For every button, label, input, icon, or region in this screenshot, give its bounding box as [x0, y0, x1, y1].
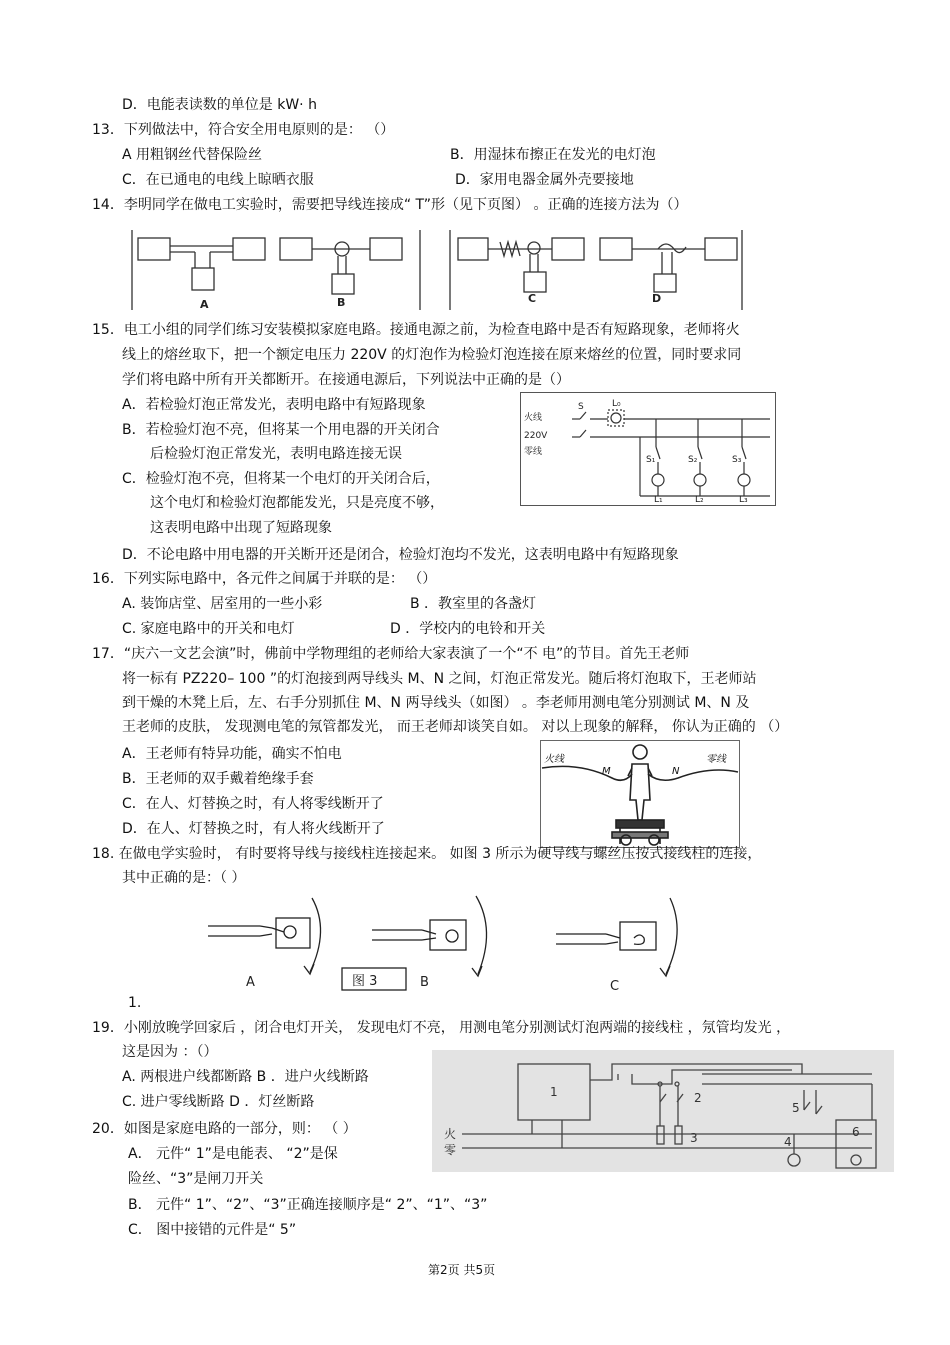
- svg-text:S₁: S₁: [646, 455, 656, 465]
- svg-text:零线: 零线: [524, 447, 543, 457]
- q16-option-c: C. 家庭电路中的开关和电灯: [122, 621, 295, 637]
- q20-option-a-line2: 险丝、“3”是闸刀开关: [128, 1171, 264, 1187]
- q20-stem: 20．如图是家庭电路的一部分，则： （ ）: [92, 1121, 357, 1137]
- svg-text:3: 3: [690, 1131, 698, 1145]
- q13-option-b: B．用湿抹布擦正在发光的电灯泡: [450, 147, 656, 163]
- list-number: 1.: [128, 995, 142, 1011]
- figure-household-circuit: [432, 1050, 894, 1172]
- q12-option-d: D．电能表读数的单位是 kW· h: [122, 97, 317, 113]
- svg-text:B: B: [420, 975, 429, 990]
- q15-option-c-line3: 这表明电路中出现了短路现象: [150, 520, 332, 536]
- svg-text:零: 零: [444, 1143, 457, 1157]
- svg-text:2: 2: [694, 1091, 702, 1105]
- q15-option-b-line2: 后检验灯泡正常发光，表明电路连接无误: [150, 446, 402, 462]
- q19-stem-line2: 这是因为 ：（）: [122, 1044, 218, 1060]
- q17-stem-line1: 17．“庆六一文艺会演”时，佛前中学物理组的老师给大家表演了一个“不 电”的节目。首先王老师: [92, 646, 690, 662]
- q19-stem-line1: 19．小刚放晚学回家后 ，闭合电灯开关， 发现电灯不亮， 用测电笔分别测试灯泡两端的接线柱 ，氖管均发光 ，: [92, 1020, 791, 1036]
- q13-option-d: D．家用电器金属外壳要接地: [455, 172, 634, 188]
- figure-terminal-connections: [200, 890, 700, 994]
- svg-text:S₃: S₃: [732, 455, 742, 465]
- figure-test-lamp-circuit: [520, 392, 776, 506]
- q20-option-b: B． 元件“ 1”、“2”、“3”正确连接顺序是“ 2”、“1”、“3”: [128, 1197, 488, 1213]
- figure-teacher-on-stool: [540, 740, 740, 848]
- q17-stem-line3: 到干燥的木凳上后，左、右手分别抓住 M、N 两导线头（如图） 。李老师用测电笔分别测试 M、N 及: [122, 695, 750, 711]
- q13-stem: 13．下列做法中，符合安全用电原则的是： （）: [92, 122, 395, 138]
- svg-text:火线: 火线: [544, 754, 564, 765]
- svg-text:S: S: [578, 402, 584, 412]
- q17-stem-line4: 王老师的皮肤， 发现测电笔的氖管都发光， 而王老师却谈笑自如。 对以上现象的解释， 你认为正确的 （）: [122, 719, 789, 735]
- q17-option-c: C．在人、灯替换之时，有人将零线断开了: [122, 796, 384, 812]
- q15-option-c-line2: 这个电灯和检验灯泡都能发光，只是亮度不够，: [150, 495, 444, 511]
- q20-option-c: C． 图中接错的元件是“ 5”: [128, 1222, 297, 1238]
- svg-text:S₂: S₂: [688, 455, 698, 465]
- q13-option-a: A 用粗钢丝代替保险丝: [122, 147, 263, 163]
- svg-text:A: A: [246, 975, 255, 990]
- q15-option-d: D．不论电路中用电器的开关断开还是闭合，检验灯泡均不发光，这表明电路中有短路现象: [122, 547, 679, 563]
- q18-stem-line1: 18. 在做电学实验时， 有时要将导线与接线柱连接起来。 如图 3 所示为硬导线与螺丝压按式接线柱的连接，: [92, 846, 762, 862]
- svg-text:M: M: [602, 766, 611, 777]
- svg-text:火线: 火线: [524, 413, 543, 423]
- fig14-label-a: A: [200, 298, 209, 311]
- q16-option-a: A. 装饰店堂、居室用的一些小彩: [122, 596, 323, 612]
- svg-text:L₂: L₂: [695, 495, 704, 505]
- page-footer: 第2页 共5页: [428, 1263, 496, 1277]
- q15-option-b-line1: B．若检验灯泡不亮，但将某一个用电器的开关闭合: [122, 422, 440, 438]
- q16-option-b: B ．教室里的各盏灯: [410, 596, 537, 612]
- q17-option-d: D．在人、灯替换之时，有人将火线断开了: [122, 821, 385, 837]
- svg-text:L₁: L₁: [654, 495, 663, 505]
- svg-text:4: 4: [784, 1135, 792, 1149]
- svg-text:6: 6: [852, 1125, 860, 1139]
- q18-stem-line2: 其中正确的是：（ ）: [122, 870, 246, 886]
- fig14-label-d: D: [652, 292, 662, 305]
- q15-option-c-line1: C．检验灯泡不亮，但将某一个电灯的开关闭合后，: [122, 471, 440, 487]
- svg-text:C: C: [610, 979, 620, 994]
- q19-options-cd: C. 进户零线断路 D ．灯丝断路: [122, 1094, 315, 1110]
- q17-stem-line2: 将一标有 PZ220– 100 ”的灯泡接到两导线头 M、N 之间，灯泡正常发光。随后将灯泡取下，王老师站: [122, 671, 757, 687]
- q19-options-ab: A. 两根进户线都断路 B ．进户火线断路: [122, 1069, 369, 1085]
- q16-stem: 16．下列实际电路中，各元件之间属于并联的是： （）: [92, 571, 437, 587]
- q20-option-a-line1: A． 元件“ 1”是电能表、 “2”是保: [128, 1146, 338, 1162]
- svg-text:L₃: L₃: [739, 495, 748, 505]
- svg-text:220V: 220V: [524, 431, 548, 441]
- svg-text:图 3: 图 3: [352, 974, 378, 989]
- q17-option-a: A．王老师有特异功能，确实不怕电: [122, 746, 342, 762]
- q15-option-a: A．若检验灯泡正常发光，表明电路中有短路现象: [122, 397, 426, 413]
- figure-wire-t-joints: [130, 228, 745, 312]
- q13-option-c: C．在已通电的电线上晾晒衣服: [122, 172, 314, 188]
- svg-text:零线: 零线: [706, 754, 726, 765]
- q16-option-d: D ．学校内的电铃和开关: [390, 621, 546, 637]
- svg-text:5: 5: [792, 1101, 800, 1115]
- svg-text:火: 火: [444, 1127, 457, 1141]
- q17-option-b: B．王老师的双手戴着绝缘手套: [122, 771, 314, 787]
- q15-stem-line1: 15．电工小组的同学们练习安装模拟家庭电路。接通电源之前，为检查电路中是否有短路现象，老师将火: [92, 322, 740, 338]
- svg-text:L₀: L₀: [612, 399, 621, 409]
- svg-text:N: N: [672, 766, 680, 777]
- fig14-label-c: C: [528, 292, 537, 305]
- q15-stem-line3: 学们将电路中所有开关都断开。在接通电源后，下列说法中正确的是（）: [122, 372, 570, 388]
- q15-stem-line2: 线上的熔丝取下，把一个额定电压力 220V 的灯泡作为检验灯泡连接在原来熔丝的位置，同时要求同: [122, 347, 742, 363]
- fig14-label-b: B: [337, 296, 346, 309]
- svg-text:1: 1: [550, 1085, 558, 1099]
- q14-stem: 14．李明同学在做电工实验时，需要把导线连接成“ T”形（见下页图） 。正确的连接方法为（）: [92, 197, 688, 213]
